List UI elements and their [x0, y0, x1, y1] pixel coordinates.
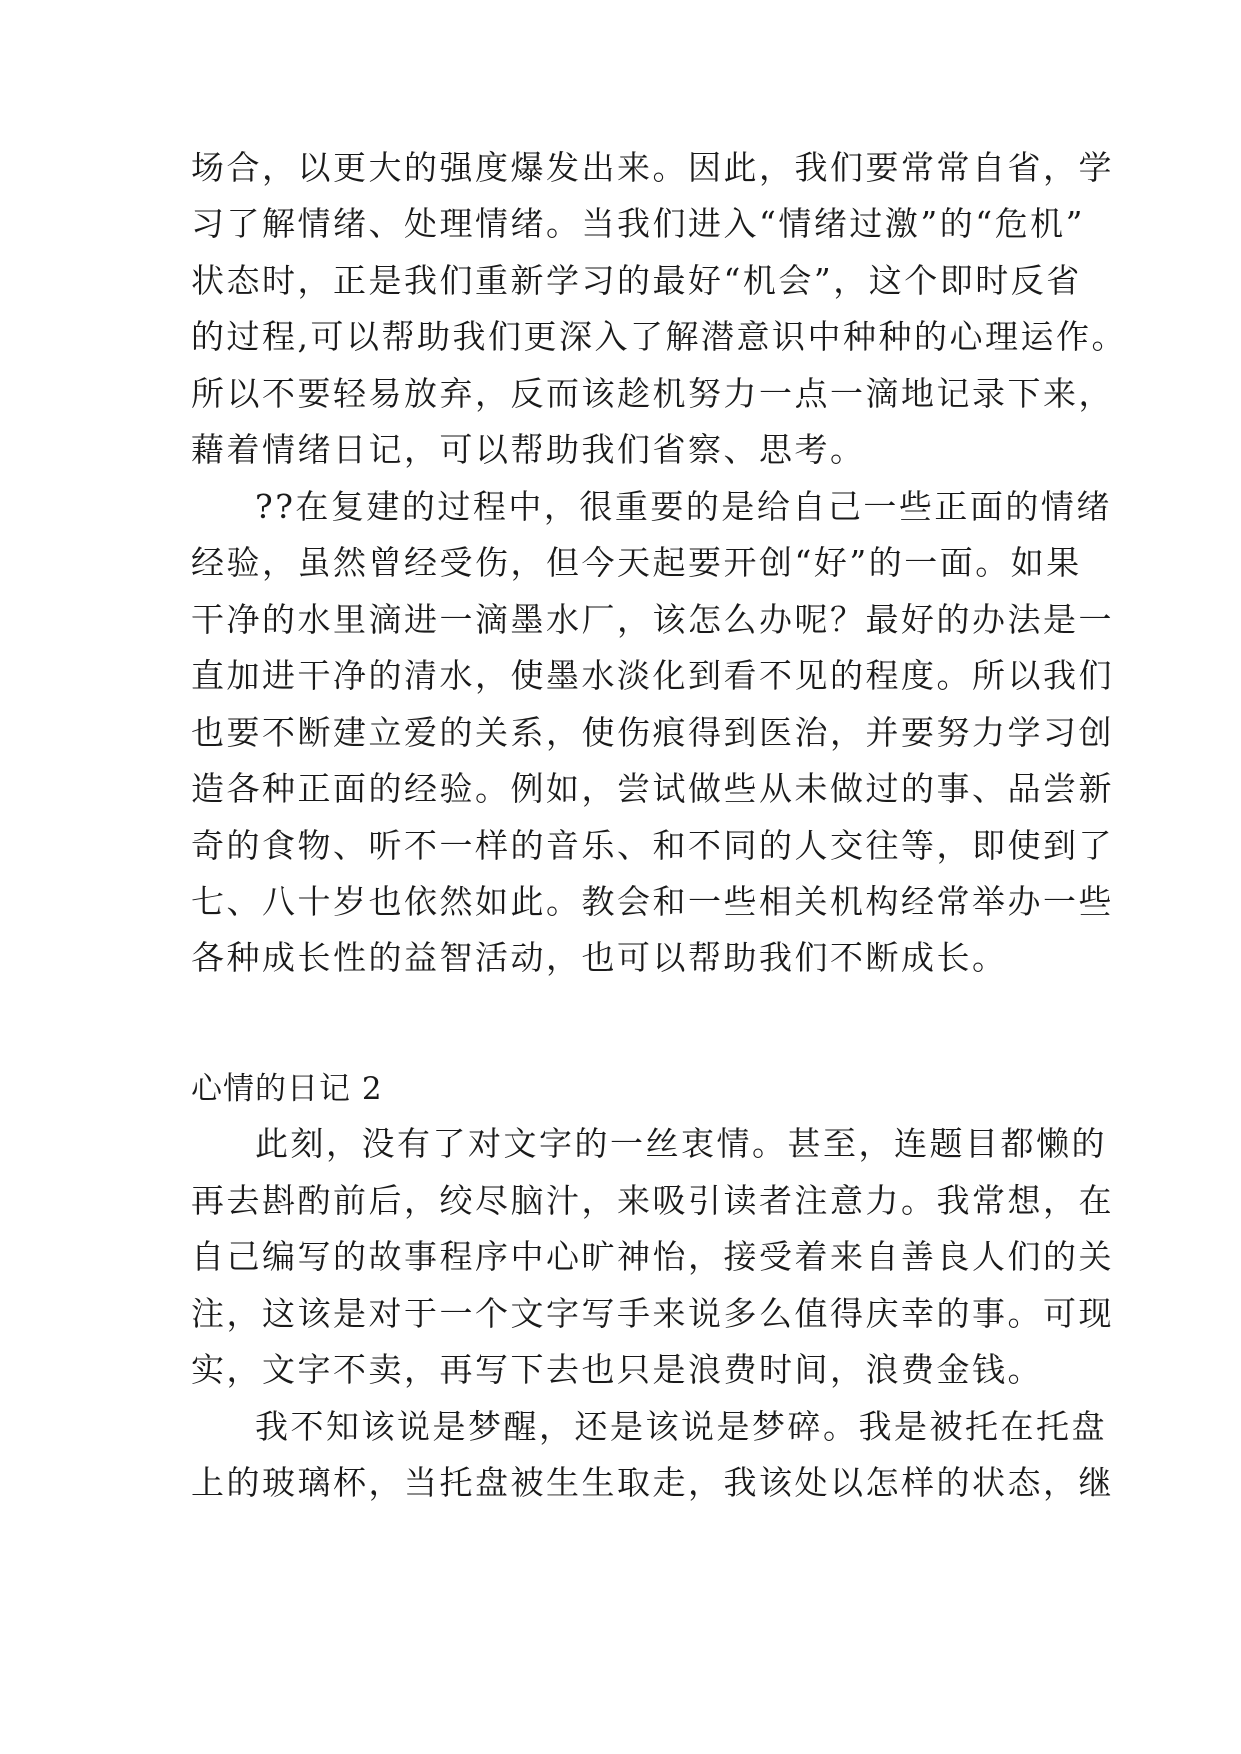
- text-line: 实，文字不卖，再写下去也只是浪费时间，浪费金钱。: [191, 1350, 1043, 1389]
- text-line: 藉着情绪日记，可以帮助我们省察、思考。: [191, 430, 866, 469]
- text-line: 再去斟酌前后，绞尽脑汁，来吸引读者注意力。我常想，在: [191, 1181, 1114, 1220]
- text-line: 场合，以更大的强度爆发出来。因此，我们要常常自省，学: [191, 148, 1114, 187]
- text-line: 注，这该是对于一个文字写手来说多么值得庆幸的事。可现: [191, 1294, 1114, 1333]
- text-line: 所以不要轻易放弃，反而该趁机努力一点一滴地记录下来，: [191, 374, 1114, 413]
- text-line: 状态时，正是我们重新学习的最好“机会”，这个即时反省: [191, 261, 1082, 300]
- text-line: 干净的水里滴进一滴墨水厂，该怎么办呢？最好的办法是一: [191, 600, 1114, 639]
- text-line: 我不知该说是梦醒，还是该说是梦碎。我是被托在托盘: [255, 1407, 1107, 1446]
- text-line: 各种成长性的益智活动，也可以帮助我们不断成长。: [191, 938, 1008, 977]
- text-line: 此刻，没有了对文字的一丝衷情。甚至，连题目都懒的: [255, 1124, 1107, 1163]
- text-line: 的过程,可以帮助我们更深入了解潜意识中种种的心理运作。: [191, 317, 1127, 356]
- text-line: 七、八十岁也依然如此。教会和一些相关机构经常举办一些: [191, 882, 1114, 921]
- text-line: 奇的食物、听不一样的音乐、和不同的人交往等，即使到了: [191, 826, 1114, 865]
- text-line: 直加进干净的清水，使墨水淡化到看不见的程度。所以我们: [191, 656, 1114, 695]
- text-line: 自己编写的故事程序中心旷神怡，接受着来自善良人们的关: [191, 1237, 1114, 1276]
- section-heading: 心情的日记 2: [191, 1071, 383, 1107]
- text-line: 造各种正面的经验。例如，尝试做些从未做过的事、品尝新: [191, 769, 1114, 808]
- text-line: 上的玻璃杯，当托盘被生生取走，我该处以怎样的状态，继: [191, 1463, 1114, 1502]
- text-line: ??在复建的过程中，很重要的是给自己一些正面的情绪: [255, 487, 1112, 526]
- text-line: 也要不断建立爱的关系，使伤痕得到医治，并要努力学习创: [191, 713, 1114, 752]
- text-line: 习了解情绪、处理情绪。当我们进入“情绪过激”的“危机”: [191, 204, 1085, 243]
- text-line: 经验，虽然曾经受伤，但今天起要开创“好”的一面。如果: [191, 543, 1082, 582]
